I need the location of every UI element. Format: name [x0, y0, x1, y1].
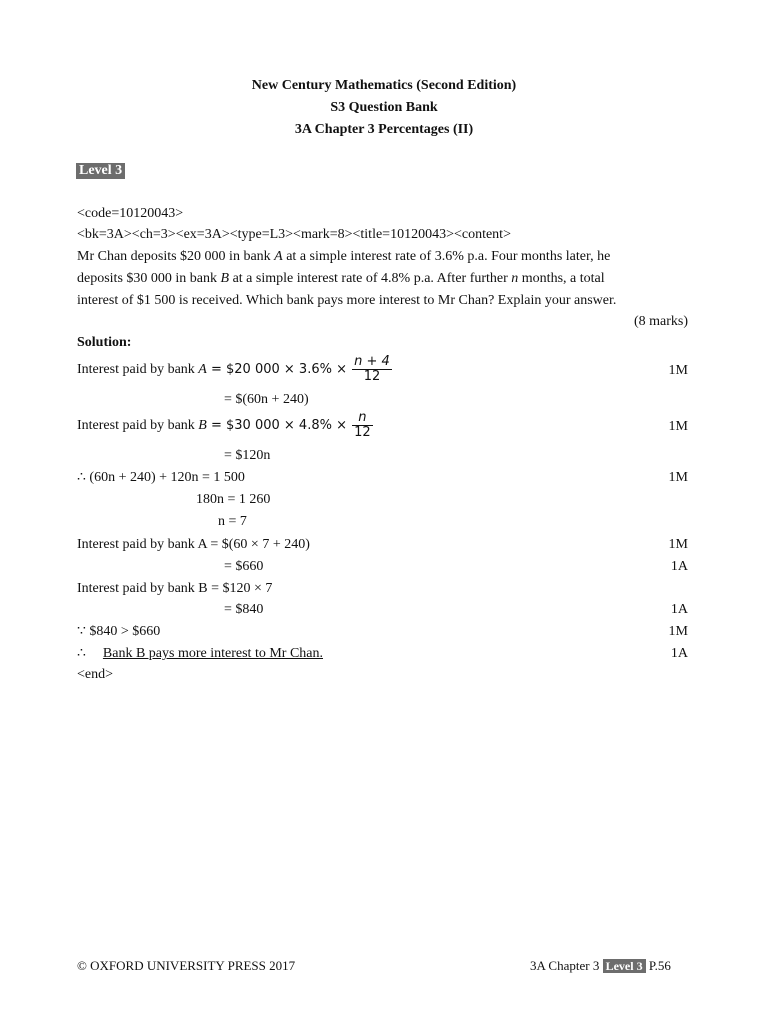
- bank-a-simplified: = $(60n + 240): [224, 392, 309, 407]
- footer-chapter: 3A Chapter 3: [530, 958, 600, 973]
- text: at a simple interest rate of 3.6% p.a. Four months later, he: [282, 249, 611, 264]
- footer-level-badge: Level 3: [603, 959, 646, 973]
- calc-bank-b: Interest paid by bank B = $120 × 7: [77, 581, 273, 596]
- fraction: [352, 411, 373, 440]
- equation-3: n = 7: [218, 514, 247, 529]
- question-meta: <bk=3A><ch=3><ex=3A><type=L3><mark=8><title=10120043><content>: [77, 227, 511, 242]
- variable: A: [198, 362, 207, 377]
- footer-copyright: © OXFORD UNIVERSITY PRESS 2017: [77, 958, 296, 973]
- text: months, a total: [518, 271, 605, 286]
- text: deposits $30 000 in bank: [77, 271, 221, 286]
- therefore-symbol: ∴: [77, 646, 86, 661]
- variable: B: [198, 418, 207, 433]
- text: at a simple interest rate of 4.8% p.a. After further: [229, 271, 512, 286]
- conclusion-line: [77, 645, 323, 663]
- denominator: 12: [354, 425, 371, 441]
- numerator: n: [352, 411, 373, 426]
- title-chapter: 3A Chapter 3 Percentages (II): [294, 122, 474, 137]
- question-marks: (8 marks): [633, 314, 688, 329]
- mark-bank-b: 1M: [668, 419, 688, 434]
- expression: = $30 000 × 4.8% ×: [206, 418, 352, 433]
- calc-bank-b-result: = $840: [224, 602, 264, 617]
- mark-because: 1M: [668, 624, 688, 639]
- equation-1: ∴ (60n + 240) + 120n = 1 500: [77, 470, 245, 485]
- question-line-3: interest of $1 500 is received. Which bank pays more interest to Mr Chan? Explain your answer.: [77, 293, 617, 308]
- end-tag: <end>: [77, 667, 114, 682]
- expression: = $20 000 × 3.6% ×: [206, 362, 352, 377]
- footer-page-info: [530, 957, 671, 975]
- fraction: [352, 355, 392, 384]
- title-book: New Century Mathematics (Second Edition): [251, 78, 517, 93]
- title-question-bank: S3 Question Bank: [330, 100, 438, 115]
- interest-bank-b: [77, 411, 373, 443]
- question-line-1: [77, 248, 610, 266]
- interest-bank-a: [77, 355, 392, 387]
- question-line-2: [77, 270, 605, 288]
- label: Interest paid by bank: [77, 418, 199, 433]
- mark-conclusion: 1A: [670, 646, 688, 661]
- label: Interest paid by bank: [77, 362, 199, 377]
- mark-calc-bank-b-result: 1A: [670, 602, 688, 617]
- denominator: 12: [363, 369, 381, 385]
- level-badge: Level 3: [76, 163, 125, 179]
- mark-calc-bank-a-result: 1A: [670, 559, 688, 574]
- bank-b-simplified: = $120n: [224, 448, 271, 463]
- calc-bank-a: Interest paid by bank A = $(60 × 7 + 240): [77, 537, 310, 552]
- mark-calc-bank-a: 1M: [668, 537, 688, 552]
- calc-bank-a-result: = $660: [224, 559, 264, 574]
- numerator: n + 4: [354, 354, 390, 370]
- mark-bank-a: 1M: [668, 363, 688, 378]
- variable: A: [274, 249, 283, 264]
- because-line: ∵ $840 > $660: [77, 624, 161, 639]
- question-code: <code=10120043>: [77, 206, 184, 221]
- solution-heading: Solution:: [77, 335, 132, 350]
- variable: n: [511, 271, 519, 286]
- variable: B: [220, 271, 230, 286]
- mark-equation-1: 1M: [668, 470, 688, 485]
- conclusion-text: Bank B pays more interest to Mr Chan.: [102, 646, 323, 661]
- text: Mr Chan deposits $20 000 in bank: [77, 249, 275, 264]
- equation-2: 180n = 1 260: [196, 492, 271, 507]
- footer-page-number: P.56: [648, 958, 671, 973]
- level-badge-container: [76, 162, 125, 180]
